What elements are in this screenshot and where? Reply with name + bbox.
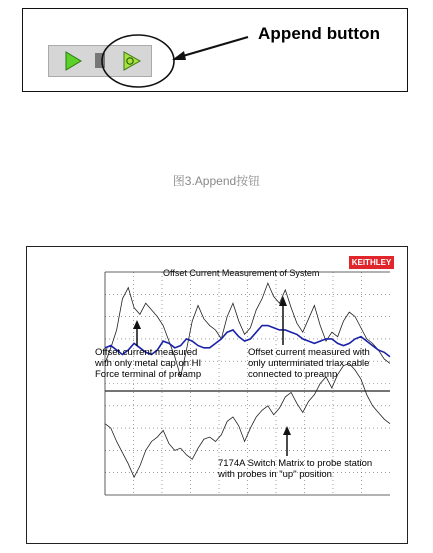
annotation-line: Force terminal of preamp [95, 369, 202, 380]
annotation-arrow-1 [133, 320, 141, 346]
annotation-line: 7174A Switch Matrix to probe station [218, 458, 373, 469]
annotation-switch-matrix [218, 458, 372, 480]
figure-caption: 图3.Append按钮 [172, 174, 261, 188]
annotation-line: only unterminated triax cable [248, 358, 370, 369]
annotation-line: Offset current measured with [248, 347, 370, 358]
annotation-arrow-2 [279, 296, 287, 345]
append-button-label: Append button [258, 24, 381, 43]
annotation-arrow-3 [283, 426, 291, 456]
annotation-triax-cable [248, 347, 370, 380]
brand-logo: KEITHLEY [349, 256, 394, 269]
annotation-line: Offset current measured [95, 347, 198, 358]
chart-title: Offset Current Measurement of System [163, 268, 320, 278]
annotation-line: with probes in "up" position [218, 469, 332, 480]
annotation-line: connected to preamp [248, 369, 338, 380]
annotation-line: with only metal cap on HI [95, 358, 202, 369]
annotation-metal-cap [95, 347, 201, 380]
